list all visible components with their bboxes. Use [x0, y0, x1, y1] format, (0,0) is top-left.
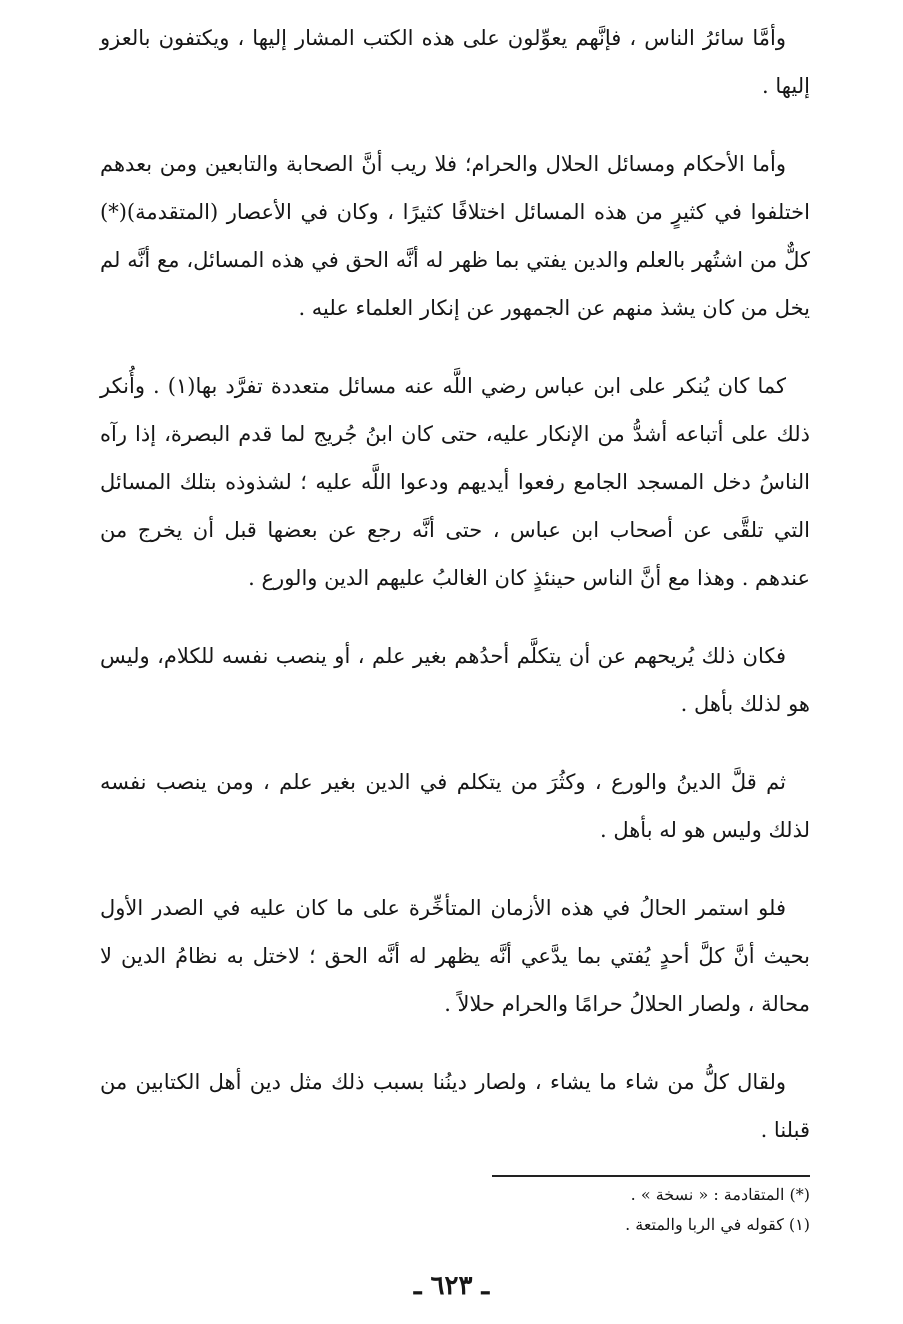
paragraph: وأما الأحكام ومسائل الحلال والحرام؛ فلا ريب أنَّ الصحابة والتابعين ومن بعدهم اختلفوا في كثيرٍ من هذه المسائل اختلافًا كثيرًا ، وكان في الأعصار (المتقدمة)(*) كلٌّ من اشتُهر بالعلم والدين يفتي بما ظهر له أنَّه الحق في هذه المسائل، مع أنَّه لم يخل من كان يشذ منهم عن الجمهور عن إنكار العلماء عليه . [100, 152, 810, 320]
paragraph: فلو استمر الحالُ في هذه الأزمان المتأخِّرة على ما كان عليه في الصدر الأول بحيث أنَّ كلَّ أحدٍ يُفتي بما يدَّعي أنَّه يظهر له أنَّه الحق ؛ لاختل به نظامُ الدين لا محالة ، ولصار الحلالُ حرامًا والحرام حلالاً . [100, 896, 810, 1016]
paragraph: كما كان يُنكر على ابن عباس رضي اللَّه عنه مسائل متعددة تفرَّد بها(١) . وأُنكر ذلك على أتباعه أشدُّ من الإنكار عليه، حتى كان ابنُ جُريج لما قدم البصرة، إذا رآه الناسُ دخل المسجد الجامع رفعوا أيديهم ودعوا اللَّه عليه ؛ لشذوذه بتلك المسائل التي تلقَّى عن أصحاب ابن عباس ، حتى أنَّه رجع عن بعضها قبل أن يخرج من عندهم . وهذا مع أنَّ الناس حينئذٍ كان الغالبُ عليهم الدين والورع . [100, 374, 810, 590]
paragraph: وأمَّا سائرُ الناس ، فإنَّهم يعوِّلون على هذه الكتب المشار إليها ، ويكتفون بالعزو إليها . [100, 26, 810, 98]
paragraph: ولقال كلُّ من شاء ما يشاء ، ولصار دينُنا بسبب ذلك مثل دين أهل الكتابين من قبلنا . [100, 1070, 810, 1142]
paragraph: فكان ذلك يُريحهم عن أن يتكلَّم أحدُهم بغير علم ، أو ينصب نفسه للكلام، وليس هو لذلك بأهل . [100, 644, 810, 716]
main-text [100, 14, 810, 1154]
page-number: ـ ٦٢٣ ـ [413, 1271, 490, 1301]
footnote: (١) كقوله في الربا والمتعة . [625, 1215, 810, 1234]
footnote: (*) المتقادمة : « نسخة » . [630, 1185, 810, 1204]
paragraph: ثم قلَّ الدينُ والورع ، وكثُرَ من يتكلم في الدين بغير علم ، ومن ينصب نفسه لذلك وليس هو له بأهل . [100, 770, 810, 842]
footnote-separator [492, 1175, 810, 1177]
footnotes [100, 1180, 810, 1240]
